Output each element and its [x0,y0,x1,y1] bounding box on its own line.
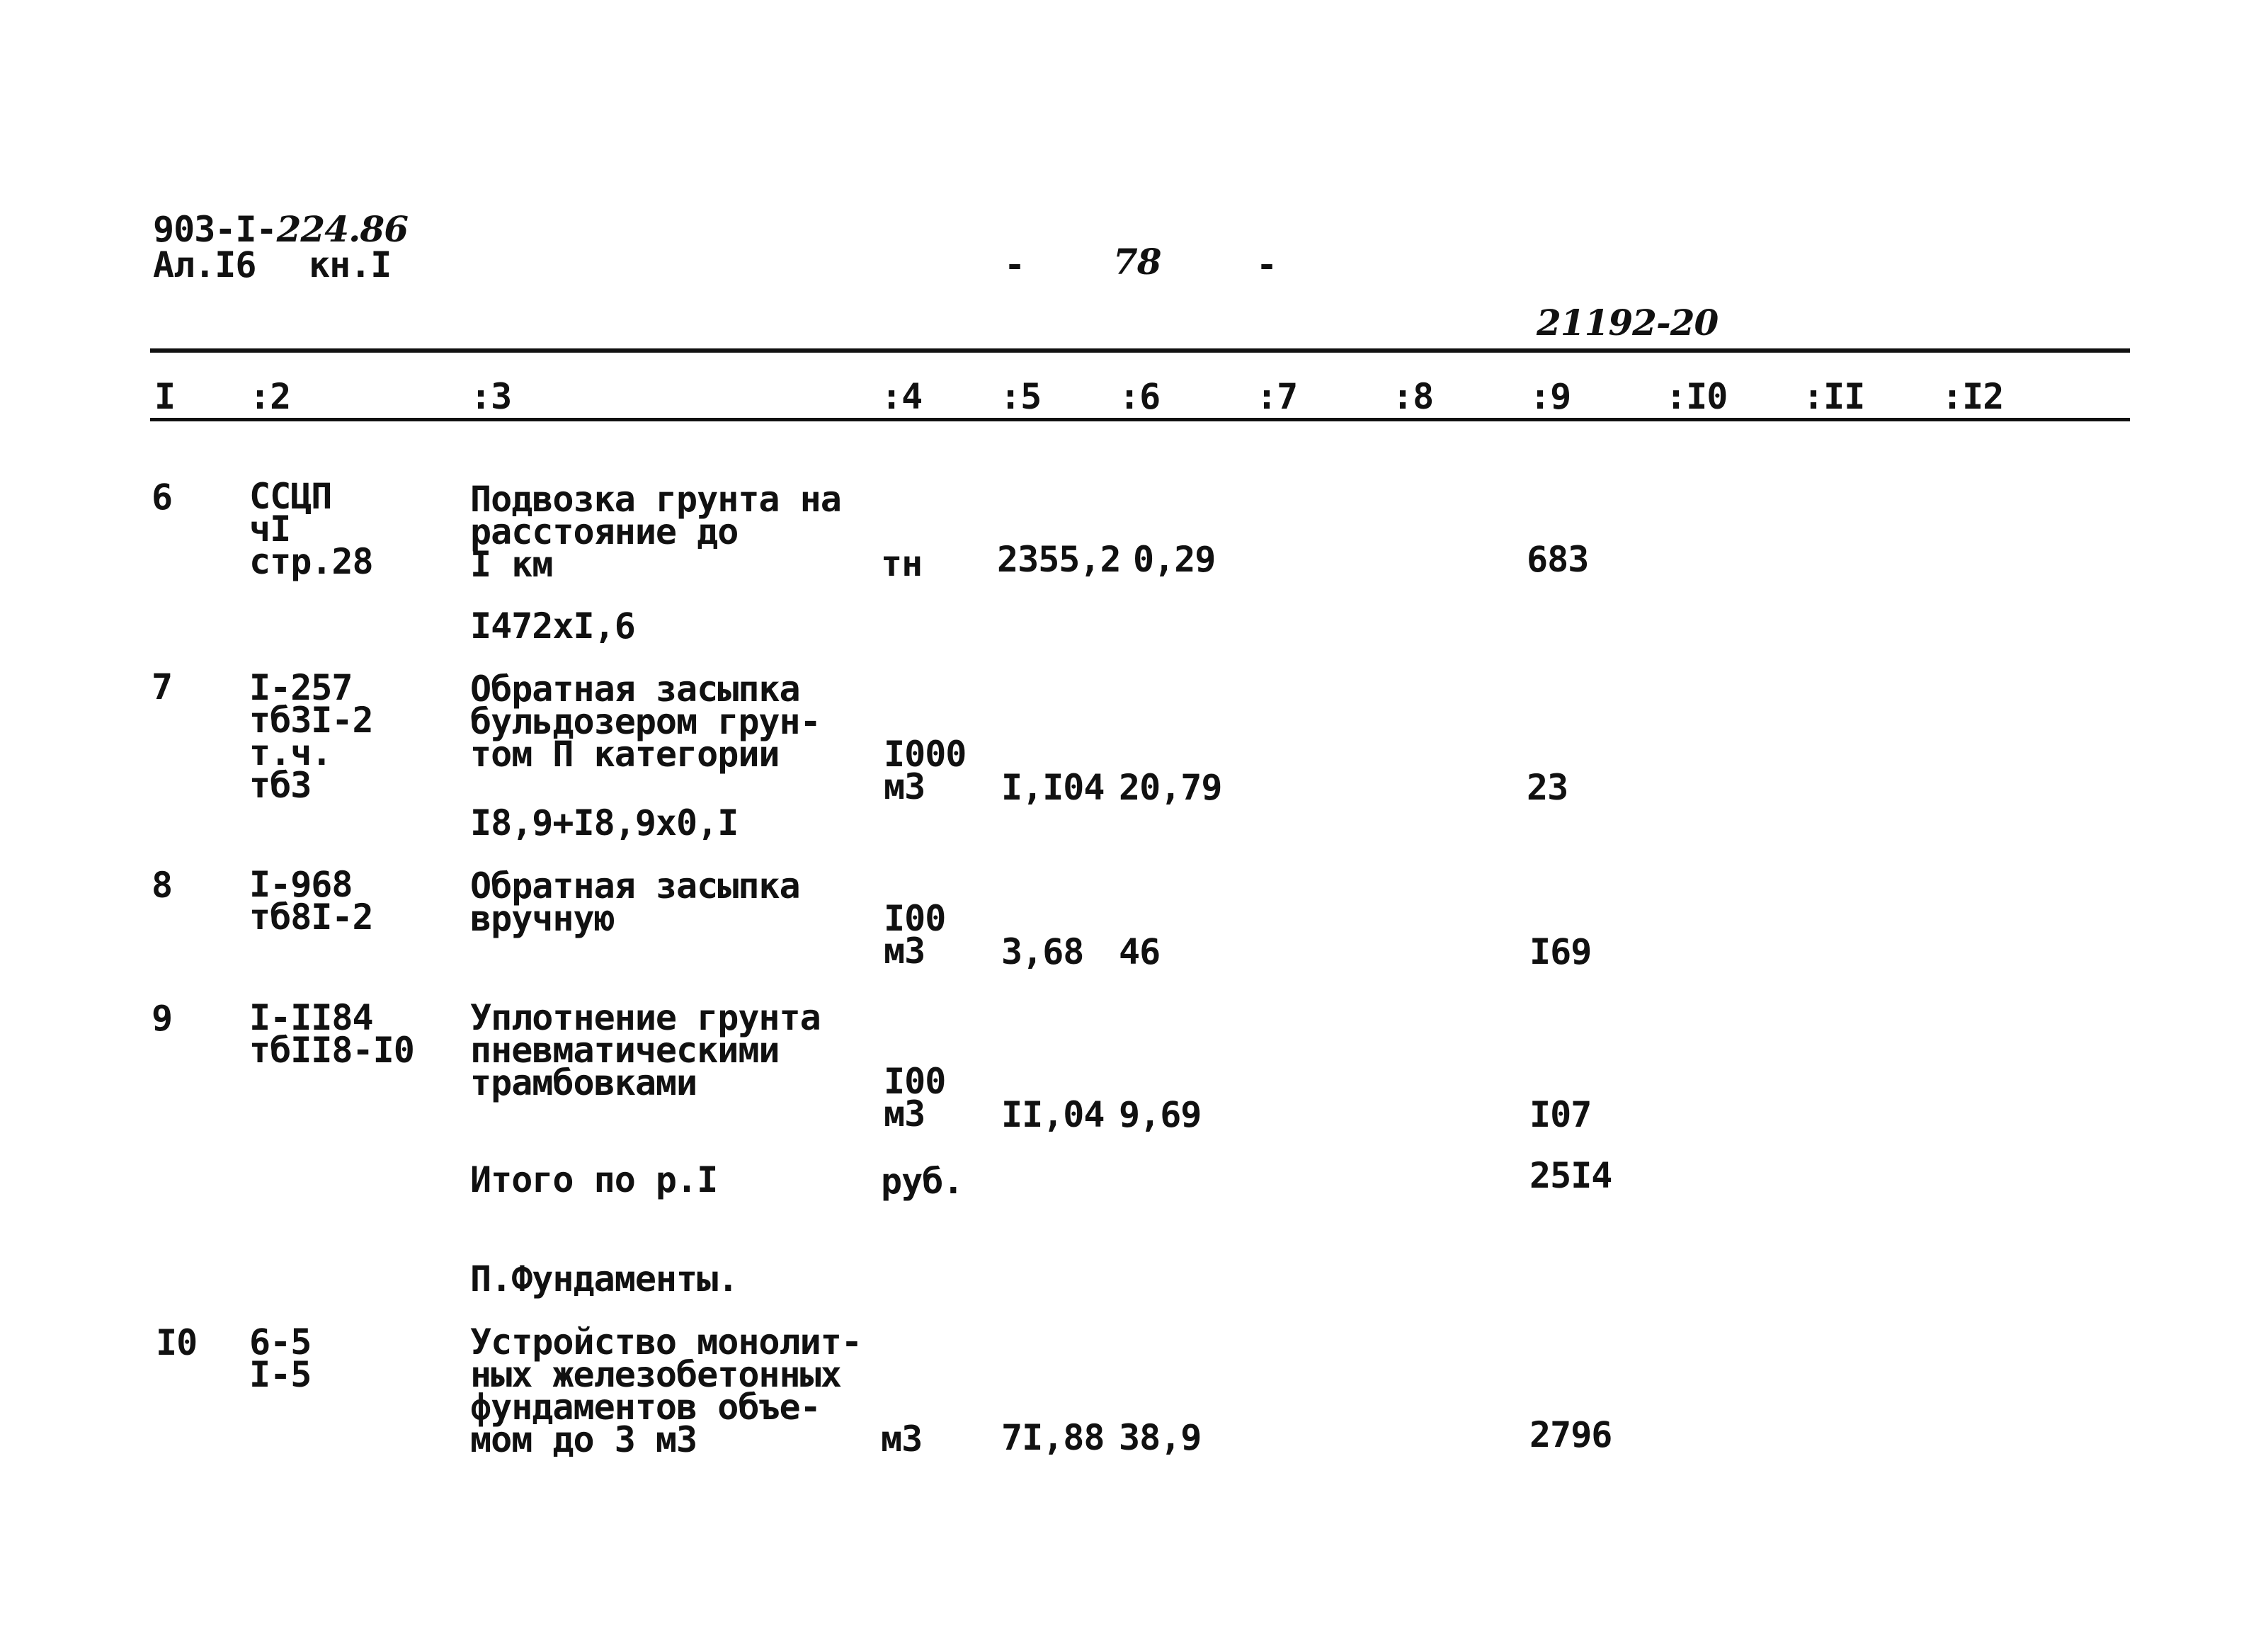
subtotal-total: 25I4 [1529,1155,1612,1196]
row-6-unit: тн [881,543,923,584]
doc-code [153,208,408,250]
row-7-formula: I8,9+I8,9x0,I [470,802,739,843]
row-6-code: ССЦП чI стр.28 [249,476,373,582]
section-title: П.Фундаменты. [470,1258,739,1300]
row-8-qty: 3,68 [1001,931,1084,972]
header-bottom-rule [150,418,2130,421]
row-10-num: I0 [156,1322,198,1363]
album-label: Ал.I6 [153,244,256,285]
row-9-price: 9,69 [1119,1094,1202,1135]
row-7-qty: I,I04 [1001,767,1105,808]
doc-code-prefix: 903-I- [153,209,277,250]
row-6-qty: 2355,2 [997,539,1121,580]
row-8-num: 8 [152,865,173,906]
row-6-description: Подвозка грунта на расстояние до I км [470,479,841,585]
row-6-num: 6 [152,477,173,518]
col-header-3: :3 [470,376,512,417]
row-6-formula: I472xI,6 [470,606,635,647]
book-label: кн.I [309,244,392,285]
row-9-total: I07 [1529,1094,1592,1135]
col-header-5: :5 [1000,376,1042,417]
col-header-6: :6 [1119,376,1161,417]
row-7-total: 23 [1527,767,1568,808]
row-7-code: I-257 тб3I-2 т.ч. тб3 [249,667,373,806]
row-10-price: 38,9 [1119,1417,1202,1458]
row-9-code: I-II84 тбII8-I0 [249,997,414,1071]
sheet-code: 21192-20 [1537,302,1719,343]
row-7-description: Обратная засыпка бульдозером грун- том П категории [470,669,821,775]
row-6-total: 683 [1527,539,1589,580]
header-top-rule [150,348,2130,353]
row-9-qty: II,04 [1001,1094,1105,1135]
col-header-12: :I2 [1942,376,2004,417]
row-6-price: 0,29 [1133,539,1216,580]
page-dash-right: - [1256,244,1277,285]
row-8-price: 46 [1119,931,1161,972]
row-7-num: 7 [152,666,173,707]
col-header-7: :7 [1256,376,1298,417]
doc-code-handwritten: 224.86 [276,208,408,250]
row-9-unit: I00 м3 [884,1061,946,1135]
page-dash-left: - [1004,244,1025,285]
col-header-4: :4 [881,376,923,417]
col-header-2: :2 [249,376,291,417]
row-8-description: Обратная засыпка вручную [470,865,800,939]
col-header-8: :8 [1392,376,1434,417]
page-number: 78 [1113,241,1161,283]
row-7-unit: I000 м3 [884,734,967,807]
row-8-unit: I00 м3 [884,898,946,972]
row-9-num: 9 [152,998,173,1039]
col-header-10: :I0 [1665,376,1728,417]
subtotal-unit: руб. [881,1161,964,1202]
col-header-1: I [154,376,176,417]
row-8-total: I69 [1529,931,1592,972]
row-8-code: I-968 тб8I-2 [249,864,373,938]
row-9-description: Уплотнение грунта пневматическими трамбовками [470,997,821,1103]
row-7-price: 20,79 [1119,767,1222,808]
row-10-description: Устройство монолит- ных железобетонных фундаментов объе- мом до 3 м3 [470,1321,862,1460]
row-10-code: 6-5 I-5 [249,1321,312,1395]
row-10-unit: м3 [881,1419,923,1460]
row-10-qty: 7I,88 [1001,1417,1105,1458]
subtotal-label: Итого по р.I [470,1159,718,1200]
col-header-9: :9 [1529,376,1571,417]
col-header-11: :II [1803,376,1865,417]
row-10-total: 2796 [1529,1414,1612,1455]
